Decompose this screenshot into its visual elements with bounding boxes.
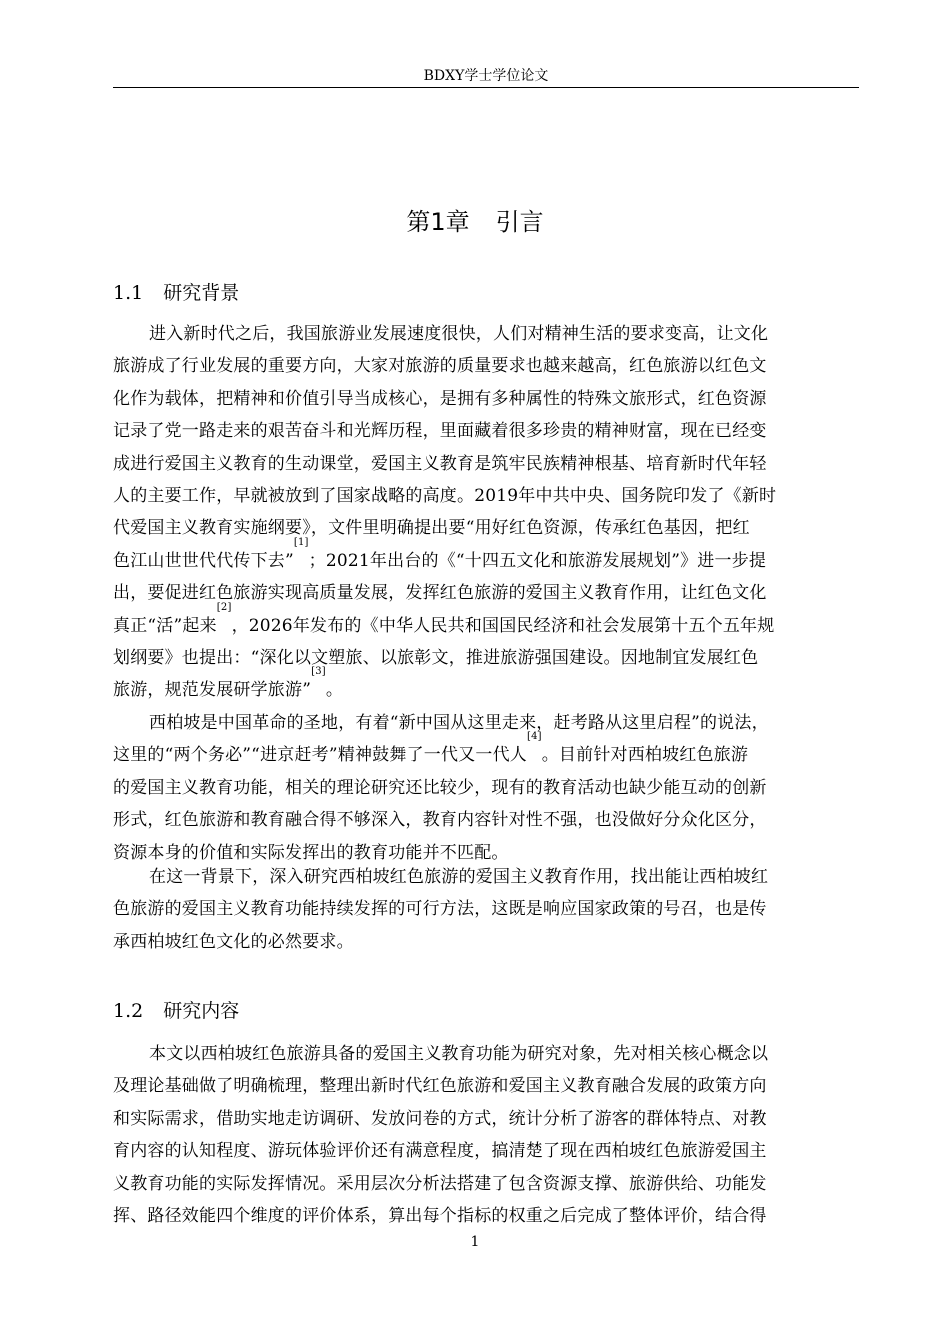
- text-line: [113, 318, 859, 350]
- text-run: 形式，红色旅游和教育融合得不够深入，教育内容针对性不强，也没做好分众化区分，: [113, 810, 767, 831]
- text-run: 。: [325, 680, 344, 701]
- text-line: [113, 666, 859, 706]
- text-run: 旅游成了行业发展的重要方向，大家对旅游的质量要求也越来越高，红色旅游以红色文: [113, 356, 767, 377]
- text-line: [113, 383, 859, 415]
- text-run: 记录了党一路走来的艰苦奋斗和光辉历程，里面藏着很多珍贵的精神财富，现在已经变: [113, 421, 767, 442]
- paragraph-background-3: [113, 861, 859, 958]
- text-line: [113, 926, 859, 958]
- text-line: [113, 1038, 859, 1070]
- text-run: 真正“活”起来: [113, 615, 217, 636]
- text-line: [113, 893, 859, 925]
- text-line: [113, 536, 859, 577]
- text-run: 。目前针对西柏坡红色旅游: [541, 745, 749, 766]
- paragraph-background-2: [113, 707, 859, 869]
- text-run: 化作为载体，把精神和价值引导当成核心，是拥有多种属性的特殊文旅形式，红色资源: [113, 388, 767, 409]
- text-run: 色江山世世代代传下去”: [113, 550, 294, 571]
- text-line: [113, 350, 859, 382]
- text-run: 成进行爱国主义教育的生动课堂，爱国主义教育是筑牢民族精神根基、培育新时代年轻: [113, 453, 767, 474]
- page-number: 1: [470, 1234, 480, 1250]
- text-run: 人的主要工作，早就被放到了国家战略的高度。2019年中共中央、国务院印发了《新时: [113, 486, 777, 507]
- text-run: ；2021年出台的《“十四五文化和旅游发展规划”》进一步提: [308, 550, 767, 571]
- text-run: 资源本身的价值和实际发挥出的教育功能并不匹配。: [113, 842, 509, 863]
- text-run: 色旅游的爱国主义教育功能持续发挥的可行方法，这既是响应国家政策的号召，也是传: [113, 899, 767, 920]
- text-line: [113, 642, 859, 674]
- chapter-title: [0, 205, 950, 239]
- text-line: [113, 1168, 859, 1200]
- text-line: [113, 448, 859, 480]
- header-rule: [113, 87, 859, 88]
- section-number: 1.2: [113, 1000, 144, 1022]
- section-heading-1-1: [113, 280, 239, 306]
- text-run: 及理论基础做了明确梳理，整理出新时代红色旅游和爱国主义教育融合发展的政策方向: [113, 1076, 767, 1097]
- citation-marker: [4]: [526, 731, 542, 743]
- text-run: 这里的“两个务必”“进京赶考”精神鼓舞了一代又一代人: [113, 745, 527, 766]
- text-run: 挥、路径效能四个维度的评价体系，算出每个指标的权重之后完成了整体评价，结合得: [113, 1206, 767, 1227]
- text-run: ，2026年发布的《中华人民共和国国民经济和社会发展第十五个五年规: [231, 615, 775, 636]
- text-run: 进入新时代之后，我国旅游业发展速度很快，人们对精神生活的要求变高，让文化: [149, 324, 769, 344]
- text-line: [113, 1103, 859, 1135]
- text-run: 育内容的认知程度、游玩体验评价还有满意程度，搞清楚了现在西柏坡红色旅游爱国主: [113, 1141, 767, 1162]
- text-run: 在这一背景下，深入研究西柏坡红色旅游的爱国主义教育作用，找出能让西柏坡红: [149, 867, 769, 887]
- paragraph-background-1: [113, 318, 859, 707]
- text-run: 和实际需求，借助实地走访调研、发放问卷的方式，统计分析了游客的群体特点、对教: [113, 1108, 767, 1129]
- text-run: 的爱国主义教育功能，相关的理论研究还比较少，现有的教育活动也缺少能互动的创新: [113, 777, 767, 798]
- text-line: [113, 1070, 859, 1102]
- text-run: 义教育功能的实际发挥情况。采用层次分析法搭建了包含资源支撑、旅游供给、功能发: [113, 1173, 767, 1194]
- text-run: 代爱国主义教育实施纲要》，文件里明确提出要“用好红色资源，传承红色基因，把红: [113, 518, 750, 539]
- text-run: 划纲要》也提出：“深化以文塑旅、以旅彰文，推进旅游强国建设。因地制宜发展红色: [113, 648, 759, 669]
- chapter-number: 第1章: [406, 208, 470, 236]
- text-run: 承西柏坡红色文化的必然要求。: [113, 931, 354, 952]
- text-line: [113, 772, 859, 804]
- section-title: 研究内容: [163, 1000, 240, 1022]
- text-line: [113, 512, 859, 544]
- text-line: [113, 1200, 859, 1232]
- chapter-name: 引言: [495, 208, 544, 236]
- text-line: [113, 707, 859, 739]
- text-run: 旅游，规范发展研学旅游”: [113, 680, 312, 701]
- text-line: [113, 415, 859, 447]
- citation-marker: [1]: [293, 536, 309, 548]
- text-run: 本文以西柏坡红色旅游具备的爱国主义教育功能为研究对象，先对相关核心概念以: [149, 1044, 769, 1064]
- text-run: 西柏坡是中国革命的圣地，有着“新中国从这里走来，赶考路从这里启程”的说法，: [149, 713, 769, 733]
- section-title: 研究背景: [163, 282, 240, 304]
- section-heading-1-2: [113, 998, 239, 1024]
- text-line: [113, 1135, 859, 1167]
- text-line: [113, 804, 859, 836]
- text-line: [113, 861, 859, 893]
- text-run: 出，要促进红色旅游实现高质量发展，发挥红色旅游的爱国主义教育作用，让红色文化: [113, 583, 767, 604]
- text-line: [113, 480, 859, 512]
- citation-marker: [3]: [311, 666, 326, 678]
- paragraph-content-1: [113, 1038, 859, 1232]
- text-line: [113, 731, 859, 771]
- text-line: [113, 601, 859, 642]
- section-number: 1.1: [113, 282, 144, 304]
- running-header: BDXY学士学位论文: [423, 68, 549, 84]
- citation-marker: [2]: [216, 601, 232, 613]
